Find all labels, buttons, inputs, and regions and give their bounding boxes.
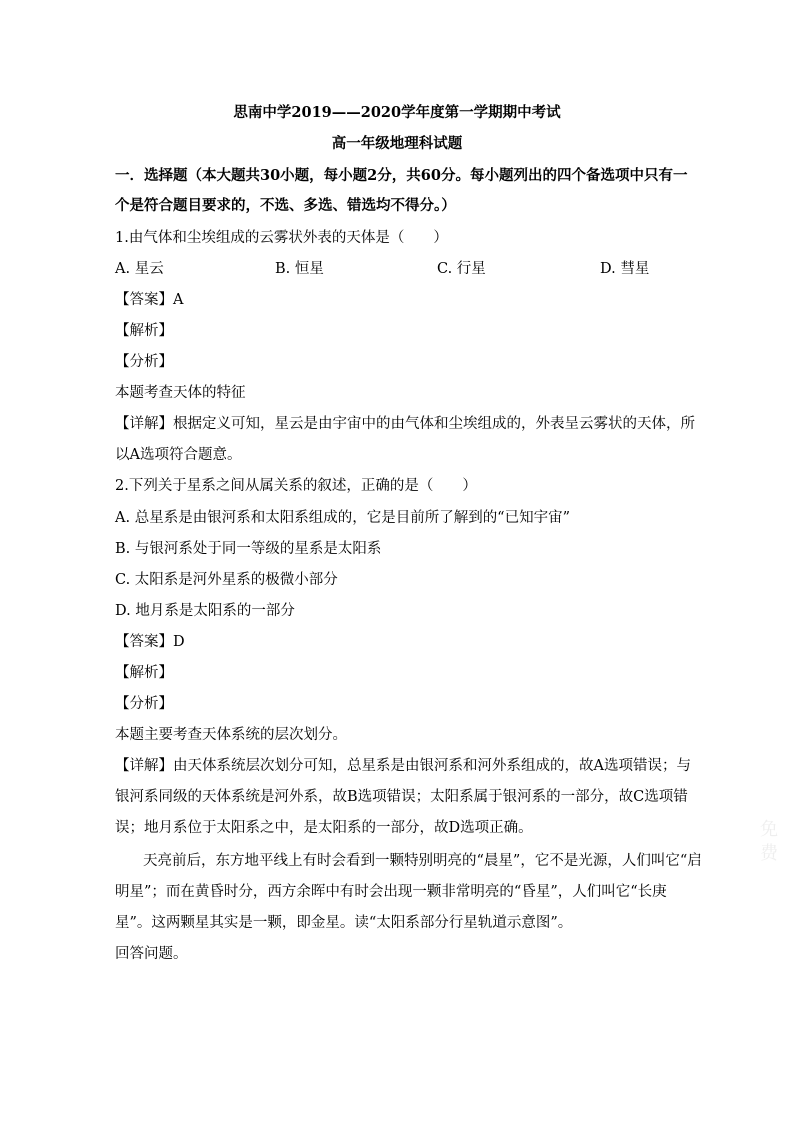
q2-stem: 2.下列关于星系之间从属关系的叙述，正确的是（ ）	[115, 478, 477, 494]
q1-options	[115, 259, 685, 279]
q2-option-d: D. 地月系是太阳系的一部分	[115, 603, 295, 619]
q1-jiexi-label: 【解析】	[115, 323, 173, 339]
q2-jiexi-label: 【解析】	[115, 665, 173, 681]
passage-line4: 回答问题。	[115, 946, 188, 962]
q2-detail-line2: 银河系同级的天体系统是河外系，故B选项错误；太阳系属于银河系的一部分，故C选项错	[115, 789, 688, 805]
exam-title: 思南中学2019——2020学年度第一学期期中考试	[233, 104, 561, 121]
q1-analysis: 本题考查天体的特征	[115, 385, 246, 401]
q2-detail-line1: 【详解】由天体系统层次划分可知，总星系是由银河系和河外系组成的，故A选项错误；与	[115, 758, 691, 774]
section-heading-line1: 一．选择题（本大题共30小题，每小题2分，共60分。每小题列出的四个备选项中只有一	[115, 167, 688, 184]
q2-fenxi-label: 【分析】	[115, 696, 173, 712]
q1-option-d: D. 彗星	[600, 261, 650, 277]
q1-fenxi-label: 【分析】	[115, 354, 173, 370]
q1-answer: 【答案】A	[115, 292, 184, 308]
section-heading-line2: 个是符合题目要求的，不选、多选、错选均不得分。）	[115, 197, 456, 214]
q1-option-b: B. 恒星	[275, 261, 324, 277]
q2-detail-line3: 误；地月系位于太阳系之中，是太阳系的一部分，故D选项正确。	[115, 820, 533, 836]
q1-stem: 1.由气体和尘埃组成的云雾状外表的天体是（ ）	[115, 230, 448, 246]
q2-option-c: C. 太阳系是河外星系的极微小部分	[115, 572, 338, 588]
q1-detail-line1: 【详解】根据定义可知，星云是由宇宙中的由气体和尘埃组成的，外表呈云雾状的天体，所	[115, 416, 695, 432]
q1-detail-line2: 以A选项符合题意。	[115, 447, 242, 463]
q2-option-b: B. 与银河系处于同一等级的星系是太阳系	[115, 541, 382, 557]
watermark: 免费	[760, 819, 778, 864]
exam-subtitle: 高一年级地理科试题	[331, 135, 463, 152]
q2-analysis: 本题主要考查天体系统的层次划分。	[115, 727, 347, 743]
q1-option-a: A. 星云	[115, 261, 164, 277]
q2-answer: 【答案】D	[115, 634, 185, 650]
q2-option-a: A. 总星系是由银河系和太阳系组成的，它是目前所了解到的“已知宇宙”	[115, 510, 571, 526]
passage-line3: 星”。这两颗星其实是一颗，即金星。读“太阳系部分行星轨道示意图”。	[115, 915, 573, 931]
passage-line2: 明星”；而在黄昏时分，西方余晖中有时会出现一颗非常明亮的“昏星”，人们叫它“长庚	[115, 884, 667, 900]
q1-option-c: C. 行星	[437, 261, 486, 277]
passage-line1: 天亮前后，东方地平线上有时会看到一颗特别明亮的“晨星”，它不是光源，人们叫它“启	[143, 853, 702, 869]
